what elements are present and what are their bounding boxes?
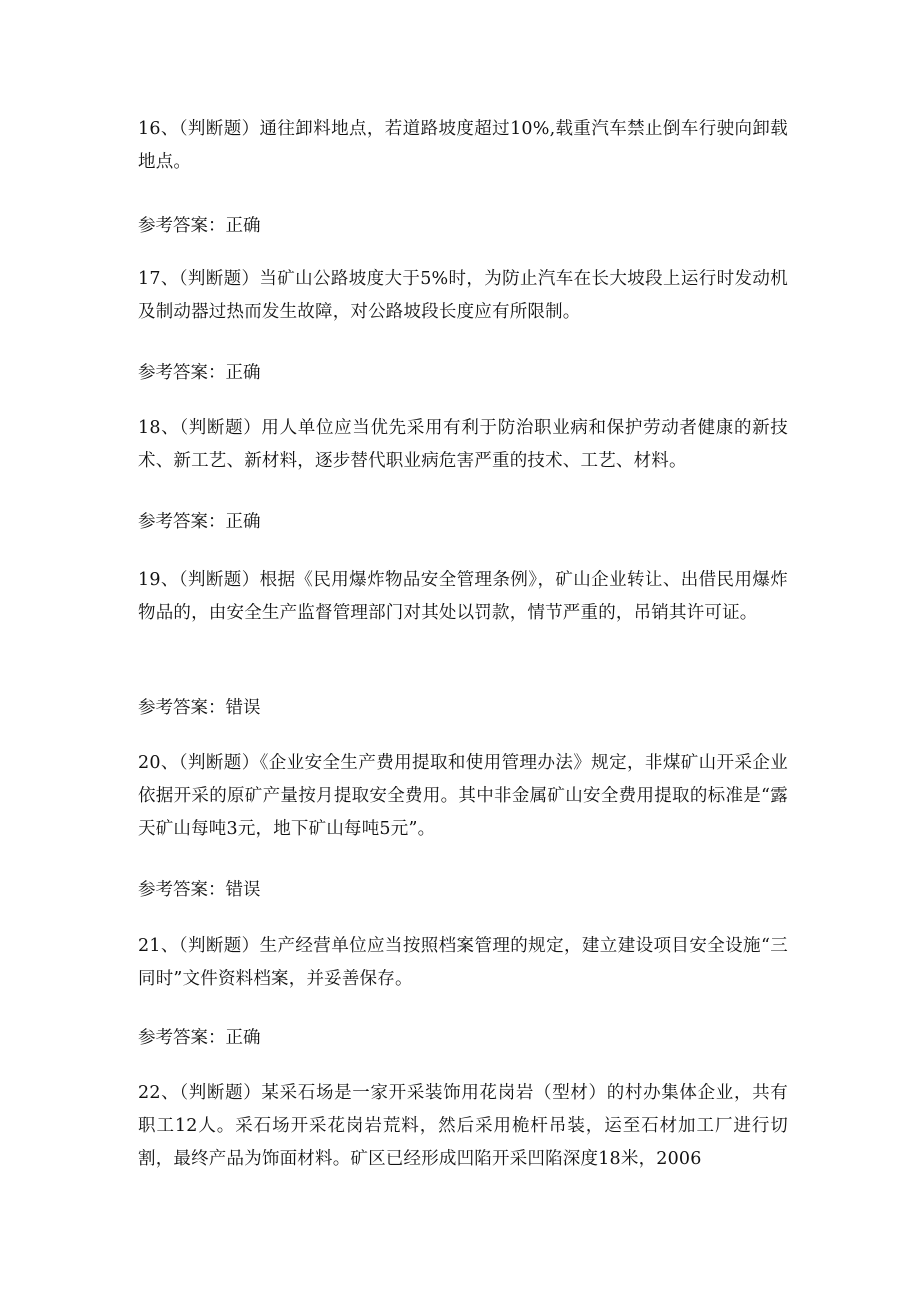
question-18: 18、（判断题）用人单位应当优先采用有利于防治职业病和保护劳动者健康的新技术、新工艺、新材料，逐步替代职业病危害严重的技术、工艺、材料。 xyxy=(138,418,788,471)
question-20: 20、（判断题）《企业安全生产费用提取和使用管理办法》规定，非煤矿山开采企业依据开采的原矿产量按月提取安全费用。其中非金属矿山安全费用提取的标准是“露天矿山每吨3元，地下矿山每吨5元”。 xyxy=(138,753,788,839)
question-19: 19、（判断题）根据《民用爆炸物品安全管理条例》，矿山企业转让、出借民用爆炸物品的，由安全生产监督管理部门对其处以罚款，情节严重的，吊销其许可证。 xyxy=(138,570,788,623)
answer-17: 参考答案：正确 xyxy=(138,363,261,383)
question-17: 17、（判断题）当矿山公路坡度大于5%时，为防止汽车在长大坡段上运行时发动机及制动器过热而发生故障，对公路坡段长度应有所限制。 xyxy=(138,269,788,322)
question-16: 16、（判断题）通往卸料地点，若道路坡度超过10%,载重汽车禁止倒车行驶向卸载地点。 xyxy=(138,119,788,172)
answer-16: 参考答案：正确 xyxy=(138,216,261,236)
answer-19: 参考答案：错误 xyxy=(138,698,261,718)
answer-20: 参考答案：错误 xyxy=(138,880,261,900)
answer-18: 参考答案：正确 xyxy=(138,512,261,532)
question-22: 22、（判断题）某采石场是一家开采装饰用花岗岩（型材）的村办集体企业，共有职工12人。采石场开采花岗岩荒料，然后采用桅杆吊装，运至石材加工厂进行切割，最终产品为饰面材料。矿区已经形成凹陷开采凹陷深度18米，2006 xyxy=(138,1083,788,1169)
question-21: 21、（判断题）生产经营单位应当按照档案管理的规定，建立建设项目安全设施“三同时”文件资料档案，并妥善保存。 xyxy=(138,936,788,989)
answer-21: 参考答案：正确 xyxy=(138,1028,261,1048)
